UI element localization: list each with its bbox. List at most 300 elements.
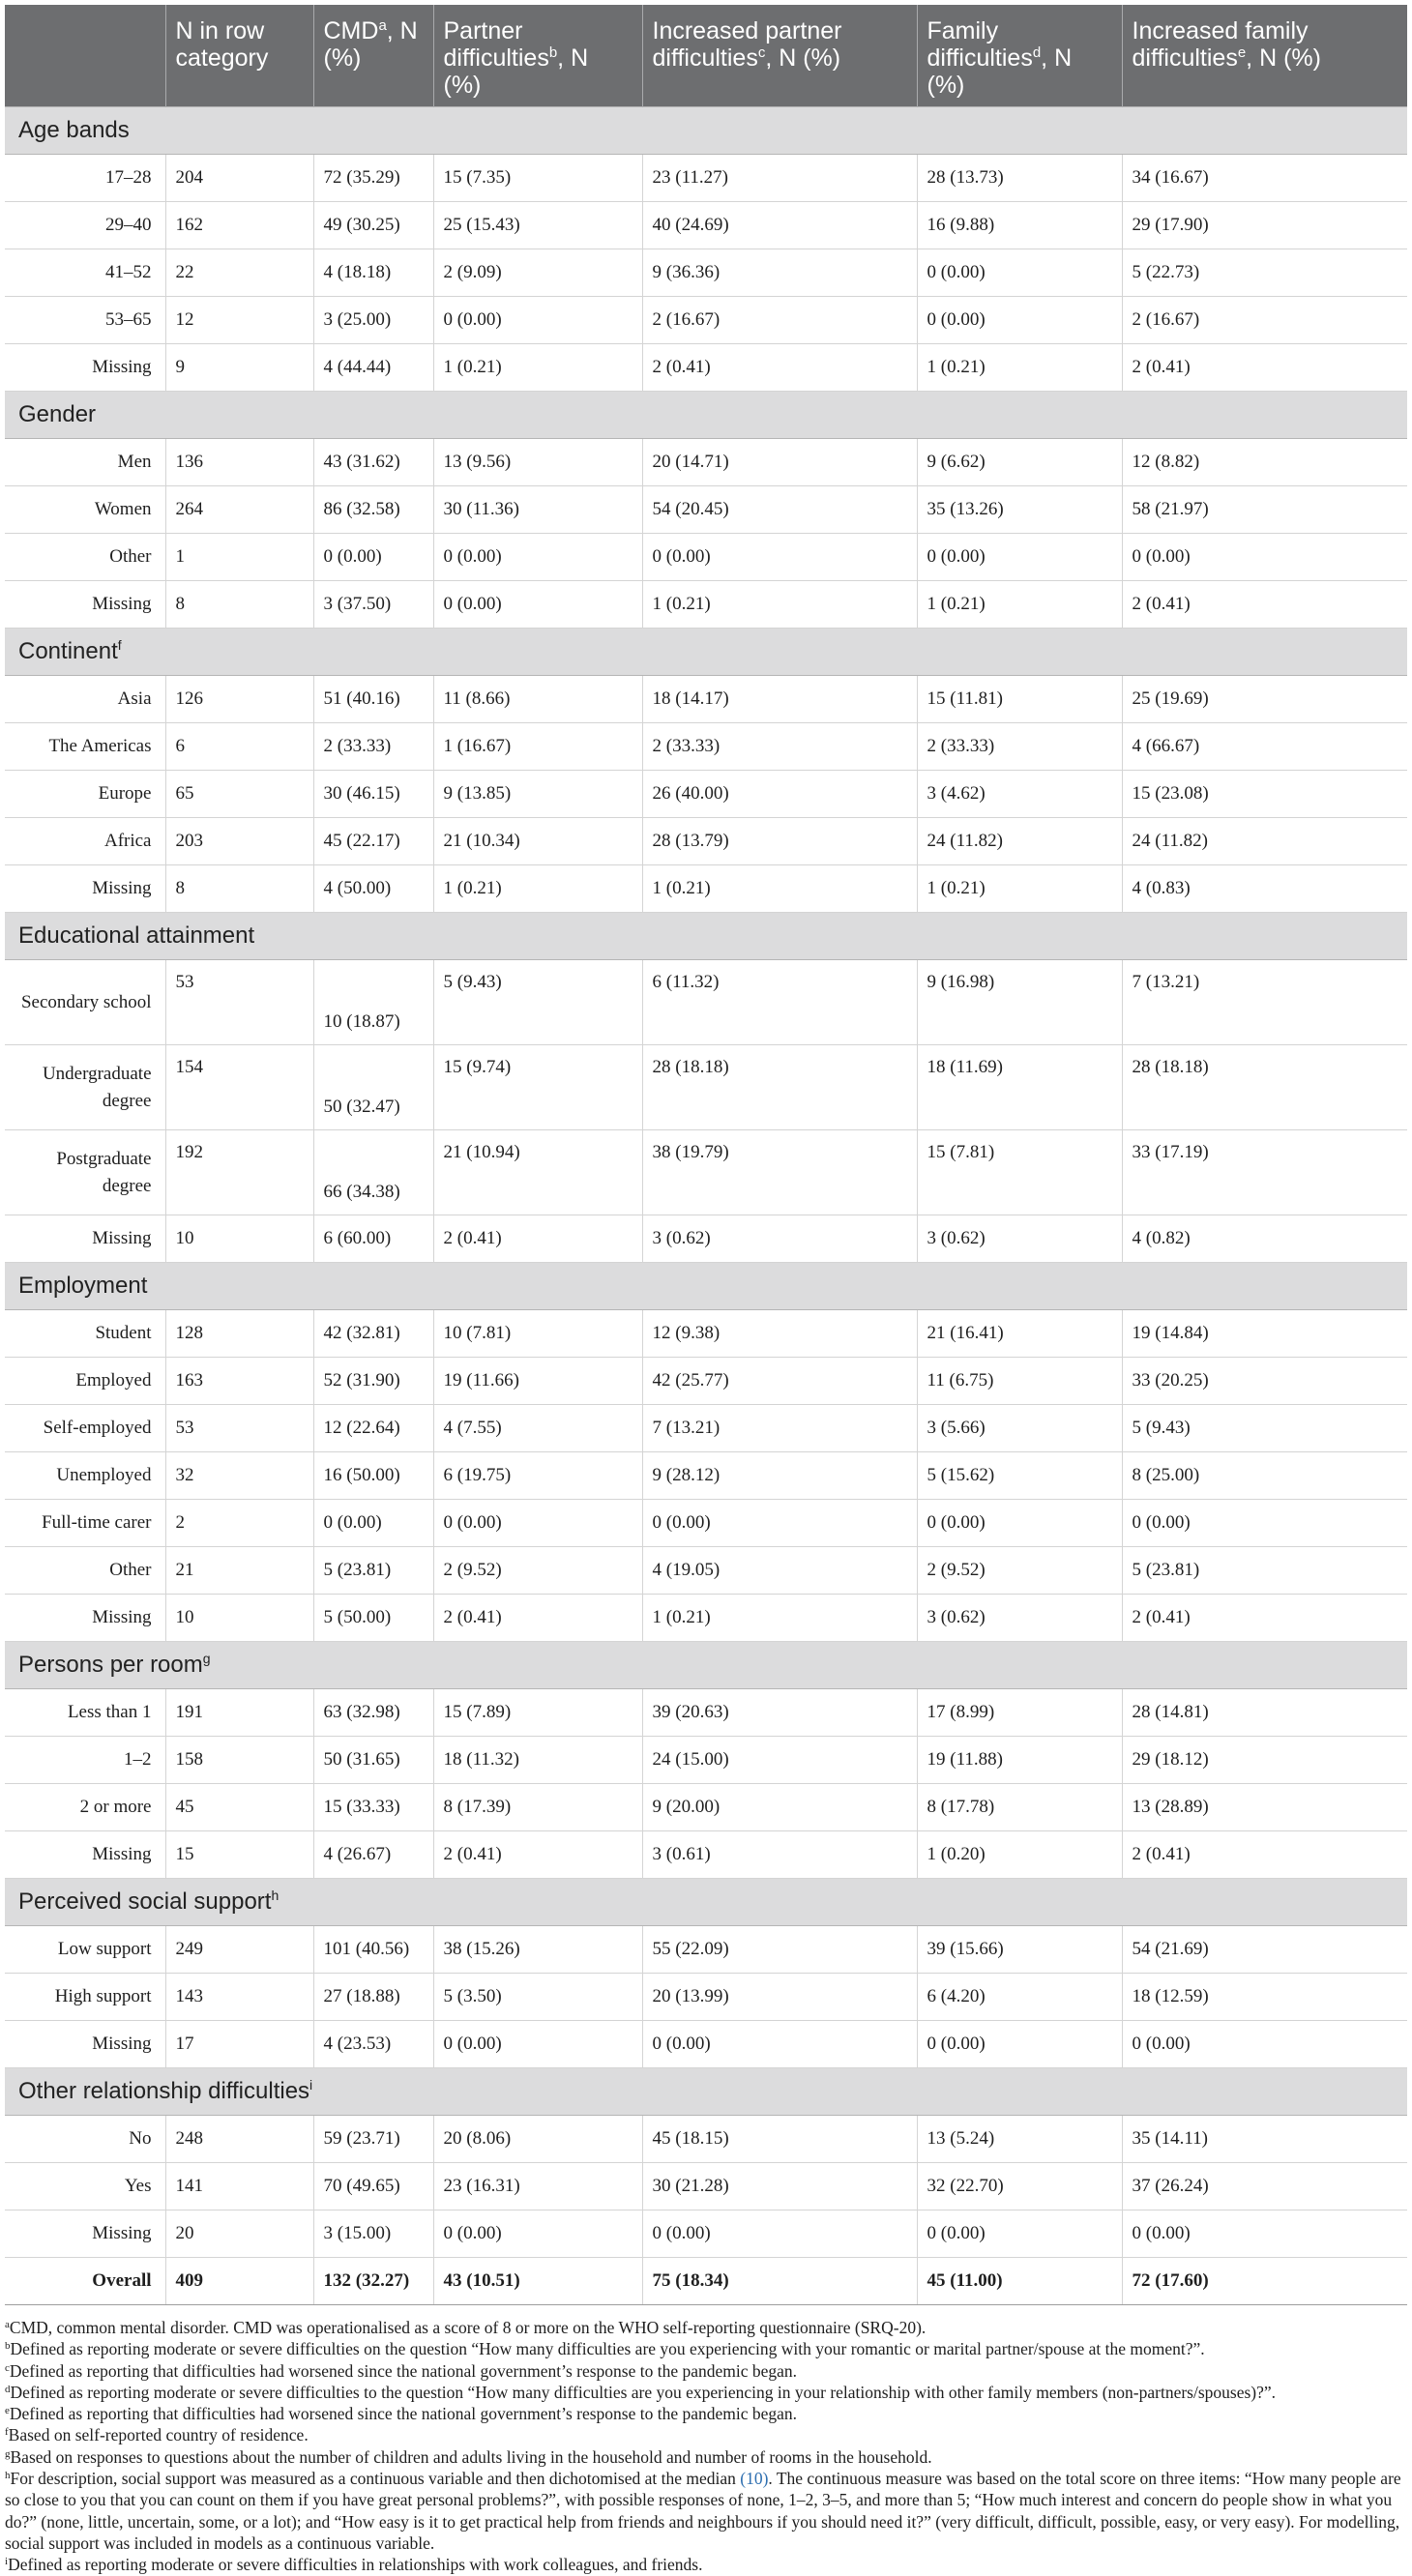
table-cell: 19 (11.88)	[917, 1737, 1122, 1784]
table-cell: 75 (18.34)	[642, 2258, 917, 2305]
citation-link[interactable]: (10)	[740, 2469, 769, 2489]
table-cell: 4 (66.67)	[1122, 723, 1407, 771]
table-cell: 3 (0.62)	[642, 1215, 917, 1263]
table-cell: 28 (14.81)	[1122, 1689, 1407, 1737]
table-cell: 25 (15.43)	[433, 202, 642, 249]
table-cell: 43 (10.51)	[433, 2258, 642, 2305]
row-label: Less than 1	[5, 1689, 165, 1737]
table-row	[5, 1689, 1407, 1737]
footnote	[5, 2382, 1407, 2403]
table-cell: 203	[165, 818, 313, 865]
table-cell: 0 (0.00)	[433, 2210, 642, 2258]
category-title	[5, 629, 1407, 676]
table-cell: 72 (17.60)	[1122, 2258, 1407, 2305]
table-cell: 34 (16.67)	[1122, 155, 1407, 202]
column-header	[313, 5, 433, 107]
table-cell: 132 (32.27)	[313, 2258, 433, 2305]
table-cell: 10 (18.87)	[313, 960, 433, 1045]
table-cell: 5 (50.00)	[313, 1595, 433, 1642]
table-cell: 2 (16.67)	[1122, 297, 1407, 344]
table-cell: 126	[165, 676, 313, 723]
table-cell: 8 (17.78)	[917, 1784, 1122, 1831]
table-cell: 2 (9.52)	[433, 1547, 642, 1595]
category-title	[5, 913, 1407, 960]
table-cell: 19 (14.84)	[1122, 1310, 1407, 1358]
table-cell: 4 (26.67)	[313, 1831, 433, 1879]
table-cell: 4 (7.55)	[433, 1405, 642, 1452]
table-cell: 10	[165, 1595, 313, 1642]
table-cell: 0 (0.00)	[433, 534, 642, 581]
row-label: 41–52	[5, 249, 165, 297]
footnote-marker: h	[271, 1888, 279, 1903]
category-row	[5, 2068, 1407, 2116]
table-cell: 17	[165, 2021, 313, 2068]
table-cell: 2 (0.41)	[1122, 344, 1407, 392]
table-cell: 37 (26.24)	[1122, 2163, 1407, 2210]
row-label: High support	[5, 1974, 165, 2021]
table-cell: 24 (15.00)	[642, 1737, 917, 1784]
table-cell: 30 (11.36)	[433, 486, 642, 534]
table-cell: 15 (7.35)	[433, 155, 642, 202]
table-cell: 13 (9.56)	[433, 439, 642, 486]
table-cell: 24 (11.82)	[1122, 818, 1407, 865]
table-cell: 49 (30.25)	[313, 202, 433, 249]
footnote-text: Defined as reporting moderate or severe difficulties to the question “How many difficulties are you experiencing in your relationship with other family members (non-partners/spouses)?”.	[10, 2382, 1277, 2402]
table-cell: 1 (0.21)	[917, 581, 1122, 629]
table-cell: 51 (40.16)	[313, 676, 433, 723]
footnote-text: Defined as reporting that difficulties had worsened since the national government’s response to the pandemic began.	[9, 2360, 798, 2381]
table-cell: 0 (0.00)	[433, 1500, 642, 1547]
table-row	[5, 1045, 1407, 1130]
table-cell: 2 (0.41)	[1122, 1831, 1407, 1879]
footnote-text: Defined as reporting moderate or severe difficulties in relationships with work colleagues, and friends.	[8, 2555, 703, 2575]
table-cell: 9 (36.36)	[642, 249, 917, 297]
table-cell: 162	[165, 202, 313, 249]
row-label: 53–65	[5, 297, 165, 344]
table-cell: 6	[165, 723, 313, 771]
table-cell: 12	[165, 297, 313, 344]
table-cell: 3 (0.62)	[917, 1595, 1122, 1642]
table-row	[5, 1358, 1407, 1405]
table-cell: 0 (0.00)	[313, 1500, 433, 1547]
table-cell: 0 (0.00)	[917, 249, 1122, 297]
table-cell: 11 (6.75)	[917, 1358, 1122, 1405]
table-cell: 29 (18.12)	[1122, 1737, 1407, 1784]
table-cell: 249	[165, 1926, 313, 1974]
table-cell: 409	[165, 2258, 313, 2305]
table-cell: 9 (6.62)	[917, 439, 1122, 486]
column-header-label: Family difficulties	[927, 17, 1033, 72]
category-row	[5, 107, 1407, 155]
column-header	[642, 5, 917, 107]
category-label: Continent	[18, 638, 118, 664]
row-label: Women	[5, 486, 165, 534]
table-row	[5, 865, 1407, 913]
table-row	[5, 1974, 1407, 2021]
table-cell: 30 (46.15)	[313, 771, 433, 818]
footnote-marker: c	[5, 2361, 10, 2374]
table-row	[5, 249, 1407, 297]
column-header-suffix: , N (%)	[927, 44, 1073, 99]
table-cell: 35 (13.26)	[917, 486, 1122, 534]
table-cell: 141	[165, 2163, 313, 2210]
table-cell: 13 (5.24)	[917, 2116, 1122, 2163]
table-cell: 0 (0.00)	[917, 534, 1122, 581]
table-cell: 45 (18.15)	[642, 2116, 917, 2163]
column-header-label: Increased partner difficulties	[652, 17, 842, 72]
table-cell: 3 (4.62)	[917, 771, 1122, 818]
table-cell: 72 (35.29)	[313, 155, 433, 202]
table-cell: 65	[165, 771, 313, 818]
table-cell: 0 (0.00)	[1122, 534, 1407, 581]
row-label: Secondary school	[5, 960, 165, 1045]
table-cell: 4 (19.05)	[642, 1547, 917, 1595]
category-label: Age bands	[18, 117, 130, 143]
column-header-suffix: , N (%)	[443, 44, 589, 99]
row-label: Missing	[5, 1215, 165, 1263]
table-cell: 163	[165, 1358, 313, 1405]
table-cell: 54 (21.69)	[1122, 1926, 1407, 1974]
row-label: Missing	[5, 1831, 165, 1879]
table-cell: 63 (32.98)	[313, 1689, 433, 1737]
table-cell: 7 (13.21)	[1122, 960, 1407, 1045]
row-label: Self-employed	[5, 1405, 165, 1452]
table-cell: 17 (8.99)	[917, 1689, 1122, 1737]
row-label: Missing	[5, 1595, 165, 1642]
row-label: Missing	[5, 865, 165, 913]
table-cell: 28 (13.73)	[917, 155, 1122, 202]
table-cell: 6 (4.20)	[917, 1974, 1122, 2021]
category-title	[5, 2068, 1407, 2116]
table-cell: 54 (20.45)	[642, 486, 917, 534]
table-cell: 2 (9.09)	[433, 249, 642, 297]
table-cell: 5 (3.50)	[433, 1974, 642, 2021]
table-row	[5, 2116, 1407, 2163]
table-cell: 27 (18.88)	[313, 1974, 433, 2021]
row-label: 1–2	[5, 1737, 165, 1784]
category-label: Employment	[18, 1273, 148, 1299]
table-row	[5, 960, 1407, 1045]
table-row	[5, 534, 1407, 581]
table-cell: 28 (18.18)	[642, 1045, 917, 1130]
table-cell: 2 (0.41)	[433, 1215, 642, 1263]
table-row	[5, 1737, 1407, 1784]
row-label: Missing	[5, 2021, 165, 2068]
column-header-label: Increased family difficulties	[1132, 17, 1309, 72]
table-cell: 40 (24.69)	[642, 202, 917, 249]
row-label: 2 or more	[5, 1784, 165, 1831]
category-row	[5, 1642, 1407, 1689]
table-cell: 1 (0.21)	[642, 1595, 917, 1642]
table-row	[5, 1310, 1407, 1358]
footnote-text: For description, social support was measured as a continuous variable and then dichotomised at the median	[10, 2469, 741, 2489]
row-label: Full-time carer	[5, 1500, 165, 1547]
row-label: Yes	[5, 2163, 165, 2210]
table-cell: 191	[165, 1689, 313, 1737]
footnote-marker: h	[5, 2470, 11, 2482]
table-cell: 3 (25.00)	[313, 297, 433, 344]
table-cell: 0 (0.00)	[1122, 2210, 1407, 2258]
table-cell: 33 (17.19)	[1122, 1130, 1407, 1215]
table-row	[5, 1452, 1407, 1500]
category-row	[5, 392, 1407, 439]
table-cell: 42 (32.81)	[313, 1310, 433, 1358]
table-cell: 0 (0.00)	[642, 534, 917, 581]
table-cell: 3 (5.66)	[917, 1405, 1122, 1452]
table-cell: 1 (16.67)	[433, 723, 642, 771]
table-cell: 21	[165, 1547, 313, 1595]
table-cell: 9 (16.98)	[917, 960, 1122, 1045]
table-cell: 26 (40.00)	[642, 771, 917, 818]
table-row	[5, 486, 1407, 534]
column-header-label: N in row category	[175, 17, 269, 72]
table-cell: 16 (50.00)	[313, 1452, 433, 1500]
table-cell: 2 (33.33)	[642, 723, 917, 771]
column-header	[1122, 5, 1407, 107]
category-title	[5, 392, 1407, 439]
table-cell: 0 (0.00)	[642, 1500, 917, 1547]
footnote-marker: f	[117, 637, 122, 653]
table-cell: 53	[165, 1405, 313, 1452]
table-cell: 10 (7.81)	[433, 1310, 642, 1358]
table-cell: 0 (0.00)	[1122, 2021, 1407, 2068]
table-cell: 2 (33.33)	[917, 723, 1122, 771]
table-cell: 16 (9.88)	[917, 202, 1122, 249]
table-row	[5, 1831, 1407, 1879]
table-cell: 4 (23.53)	[313, 2021, 433, 2068]
table-cell: 5 (9.43)	[433, 960, 642, 1045]
footnote-marker: a	[378, 17, 387, 34]
table-row	[5, 723, 1407, 771]
table-cell: 18 (11.32)	[433, 1737, 642, 1784]
column-header-suffix: , N (%)	[1246, 44, 1321, 72]
table-cell: 192	[165, 1130, 313, 1215]
row-label: Employed	[5, 1358, 165, 1405]
table-cell: 9 (20.00)	[642, 1784, 917, 1831]
table-body	[5, 107, 1407, 2305]
footnote-marker: d	[1032, 44, 1042, 61]
table-cell: 136	[165, 439, 313, 486]
table-cell: 50 (31.65)	[313, 1737, 433, 1784]
footnote-marker: e	[1237, 44, 1247, 61]
table-cell: 38 (15.26)	[433, 1926, 642, 1974]
row-label: Student	[5, 1310, 165, 1358]
table-cell: 28 (13.79)	[642, 818, 917, 865]
table-cell: 0 (0.00)	[642, 2210, 917, 2258]
table-cell: 9 (28.12)	[642, 1452, 917, 1500]
table-cell: 45 (11.00)	[917, 2258, 1122, 2305]
table-cell: 12 (9.38)	[642, 1310, 917, 1358]
table-cell: 12 (22.64)	[313, 1405, 433, 1452]
row-label: Men	[5, 439, 165, 486]
category-row	[5, 1879, 1407, 1926]
row-label: Postgraduate degree	[5, 1130, 165, 1215]
table-cell: 23 (11.27)	[642, 155, 917, 202]
footnote-marker: d	[5, 2383, 11, 2395]
table-cell: 15 (33.33)	[313, 1784, 433, 1831]
table-cell: 8	[165, 865, 313, 913]
footnote-text: Based on responses to questions about the number of children and adults living in the household and number of rooms in the household.	[10, 2446, 932, 2467]
table-cell: 15 (23.08)	[1122, 771, 1407, 818]
category-row	[5, 913, 1407, 960]
table-cell: 15 (11.81)	[917, 676, 1122, 723]
table-cell: 12 (8.82)	[1122, 439, 1407, 486]
table-cell: 4 (50.00)	[313, 865, 433, 913]
table-cell: 9 (13.85)	[433, 771, 642, 818]
table-cell: 1 (0.21)	[917, 865, 1122, 913]
table-row	[5, 1926, 1407, 1974]
table-cell: 15 (7.81)	[917, 1130, 1122, 1215]
table-row	[5, 1547, 1407, 1595]
footnote-text: Based on self-reported country of residence.	[8, 2425, 309, 2445]
footnote	[5, 2468, 1407, 2554]
table-cell: 29 (17.90)	[1122, 202, 1407, 249]
row-label: Undergraduate degree	[5, 1045, 165, 1130]
table-cell: 35 (14.11)	[1122, 2116, 1407, 2163]
row-label: Missing	[5, 344, 165, 392]
table-cell: 15	[165, 1831, 313, 1879]
table-cell: 45 (22.17)	[313, 818, 433, 865]
row-label: Other	[5, 1547, 165, 1595]
table-cell: 13 (28.89)	[1122, 1784, 1407, 1831]
row-label: Missing	[5, 581, 165, 629]
footnote	[5, 2403, 1407, 2424]
table-cell: 70 (49.65)	[313, 2163, 433, 2210]
table-cell: 3 (15.00)	[313, 2210, 433, 2258]
footnote	[5, 2317, 1407, 2338]
table-cell: 0 (0.00)	[433, 581, 642, 629]
table-row	[5, 2163, 1407, 2210]
table-cell: 1 (0.20)	[917, 1831, 1122, 1879]
column-header	[5, 5, 165, 107]
table-cell: 18 (12.59)	[1122, 1974, 1407, 2021]
table-cell: 0 (0.00)	[433, 297, 642, 344]
footnote-text: CMD, common mental disorder. CMD was operationalised as a score of 8 or more on the WHO self-reporting questionnaire (SRQ-20).	[9, 2318, 927, 2337]
row-label: 17–28	[5, 155, 165, 202]
table-cell: 38 (19.79)	[642, 1130, 917, 1215]
table-cell: 1 (0.21)	[917, 344, 1122, 392]
table-cell: 2 (9.52)	[917, 1547, 1122, 1595]
table-cell: 59 (23.71)	[313, 2116, 433, 2163]
category-label: Other relationship difficulties	[18, 2078, 310, 2104]
row-label: The Americas	[5, 723, 165, 771]
table-cell: 2 (16.67)	[642, 297, 917, 344]
footnote-marker: e	[5, 2405, 10, 2417]
table-cell: 0 (0.00)	[917, 297, 1122, 344]
table-cell: 7 (13.21)	[642, 1405, 917, 1452]
table-cell: 5 (15.62)	[917, 1452, 1122, 1500]
table-cell: 22	[165, 249, 313, 297]
footnote	[5, 2554, 1407, 2575]
table-cell: 10	[165, 1215, 313, 1263]
table-cell: 1	[165, 534, 313, 581]
footnote-marker: c	[757, 44, 766, 61]
footnote	[5, 2360, 1407, 2382]
category-row	[5, 1263, 1407, 1310]
column-header-suffix: , N (%)	[323, 17, 418, 72]
footnote-marker: b	[5, 2340, 11, 2353]
table-cell: 0 (0.00)	[1122, 1500, 1407, 1547]
row-label: Asia	[5, 676, 165, 723]
table-row	[5, 771, 1407, 818]
table-cell: 15 (7.89)	[433, 1689, 642, 1737]
footnote-marker: i	[309, 2077, 313, 2093]
table-cell: 3 (37.50)	[313, 581, 433, 629]
table-row	[5, 1405, 1407, 1452]
table-cell: 2 (0.41)	[433, 1595, 642, 1642]
row-label: Europe	[5, 771, 165, 818]
table-cell: 248	[165, 2116, 313, 2163]
table-cell: 50 (32.47)	[313, 1045, 433, 1130]
table-cell: 0 (0.00)	[433, 2021, 642, 2068]
table-cell: 11 (8.66)	[433, 676, 642, 723]
category-title	[5, 1879, 1407, 1926]
column-header-label: Partner difficulties	[443, 17, 549, 72]
table-cell: 6 (11.32)	[642, 960, 917, 1045]
table-cell: 2 (0.41)	[1122, 581, 1407, 629]
footnote	[5, 2446, 1407, 2468]
table-cell: 20 (14.71)	[642, 439, 917, 486]
table-cell: 42 (25.77)	[642, 1358, 917, 1405]
table-cell: 8 (25.00)	[1122, 1452, 1407, 1500]
table-row	[5, 2210, 1407, 2258]
table-cell: 6 (19.75)	[433, 1452, 642, 1500]
footnote-text: . The continuous measure was based on the total score on three items: “How many people are so close to you that you can count on them if you have great personal problems?”, with possible responses of none, 1–2, 3–5, and more than 5; “How much interest and concern do people show in what you do?” (none, little, uncertain, some, or a lot); and “How easy is it to get practical help from friends and neighbours if you should need it?” (very difficult, difficult, possible, easy, or very easy). For modelling, social support was included in models as a continuous variable.	[5, 2469, 1401, 2553]
row-label: Africa	[5, 818, 165, 865]
table-row	[5, 818, 1407, 865]
footnote-marker: g	[202, 1651, 211, 1666]
table-cell: 20 (13.99)	[642, 1974, 917, 2021]
table-cell: 32 (22.70)	[917, 2163, 1122, 2210]
table-cell: 2 (0.41)	[1122, 1595, 1407, 1642]
table-cell: 204	[165, 155, 313, 202]
table-cell: 45	[165, 1784, 313, 1831]
table-cell: 32	[165, 1452, 313, 1500]
category-title	[5, 1642, 1407, 1689]
table-cell: 5 (9.43)	[1122, 1405, 1407, 1452]
table-cell: 25 (19.69)	[1122, 676, 1407, 723]
table-cell: 43 (31.62)	[313, 439, 433, 486]
table-cell: 264	[165, 486, 313, 534]
table-cell: 0 (0.00)	[917, 1500, 1122, 1547]
category-label: Perceived social support	[18, 1888, 272, 1915]
table-cell: 4 (0.82)	[1122, 1215, 1407, 1263]
table-cell: 8 (17.39)	[433, 1784, 642, 1831]
table-cell: 55 (22.09)	[642, 1926, 917, 1974]
table-row	[5, 1215, 1407, 1263]
table-cell: 0 (0.00)	[313, 534, 433, 581]
table-cell: 5 (22.73)	[1122, 249, 1407, 297]
table-cell: 19 (11.66)	[433, 1358, 642, 1405]
table-cell: 4 (18.18)	[313, 249, 433, 297]
table-container	[5, 5, 1407, 2576]
table-row	[5, 581, 1407, 629]
table-row	[5, 202, 1407, 249]
table-cell: 143	[165, 1974, 313, 2021]
category-title	[5, 1263, 1407, 1310]
table-cell: 66 (34.38)	[313, 1130, 433, 1215]
row-label: Other	[5, 534, 165, 581]
table-cell: 101 (40.56)	[313, 1926, 433, 1974]
category-row	[5, 629, 1407, 676]
table-cell: 2 (33.33)	[313, 723, 433, 771]
category-label: Gender	[18, 401, 97, 427]
table-cell: 9	[165, 344, 313, 392]
footnote-marker: g	[5, 2447, 11, 2460]
table-cell: 2 (0.41)	[433, 1831, 642, 1879]
table-cell: 3 (0.61)	[642, 1831, 917, 1879]
row-label: Unemployed	[5, 1452, 165, 1500]
